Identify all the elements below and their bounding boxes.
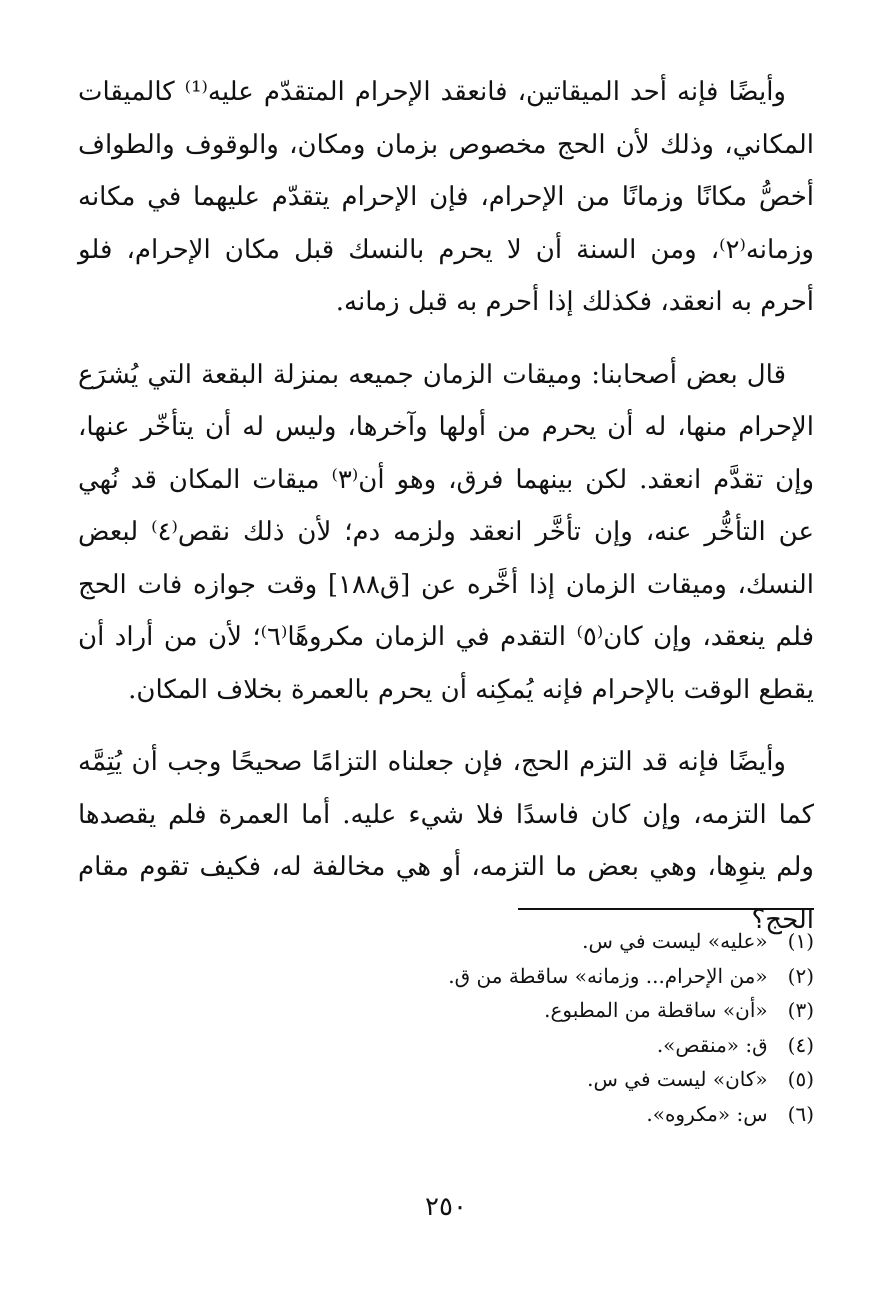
footnote-number: (٢) xyxy=(787,963,814,988)
footnote-text: «عليه» ليست في س. xyxy=(582,929,768,953)
footnote-number: (٥) xyxy=(787,1067,814,1091)
footnote-text: «من الإحرام... وزمانه» ساقطة من ق. xyxy=(448,963,768,988)
paragraph-2: قال بعض أصحابنا: وميقات الزمان جميعه بمنزلة البقعة التي يُشرَع الإحرام منها، له أن يحرم من أولها وآخرها، وليس له أن يتأخّر عنها، وإن تقدَّم انعقد. لكن بينهما فرق، وهو أن⁽٣⁾ ميقات المكان قد نُهي عن التأخُّر عنه، وإن تأخَّر انعقد ولزمه دم؛ لأن ذلك نقص⁽٤⁾ لبعض النسك، وميقات الزمان إذا أخَّره عن [ق١٨٨] وقت جوازه فات الحج فلم ينعقد، وإن كان⁽٥⁾ التقدم في الزمان مكروهًا⁽٦⁾؛ لأن من أراد أن يقطع الوقت بالإحرام فإنه يُمكِنه أن يحرم بالعمرة بخلاف المكان. xyxy=(78,359,815,705)
footnote-4 xyxy=(114,1028,814,1063)
paragraph-1: وأيضًا فإنه أحد الميقاتين، فانعقد الإحرام المتقدّم عليه⁽¹⁾ كالميقات المكاني، وذلك لأن الحج مخصوص بزمان ومكان، والوقوف والطواف أخصُّ مكانًا وزمانًا من الإحرام، فإن الإحرام يتقدّم عليهما في مكانه وزمانه⁽٢⁾، ومن السنة أن لا يحرم بالنسك قبل مكان الإحرام، فلو أحرم به انعقد، فكذلك إذا أحرم به قبل زمانه. xyxy=(78,77,814,317)
footnote-text: س: «مكروه». xyxy=(646,1101,768,1126)
footnote-2 xyxy=(114,959,814,994)
footnote-number: (١) xyxy=(787,929,814,953)
footnote-number: (٤) xyxy=(787,1032,814,1057)
page-number: ٢٥٠ xyxy=(425,1192,467,1222)
footnote-text: «كان» ليست في س. xyxy=(587,1067,768,1091)
footnote-number: (٣) xyxy=(787,998,814,1022)
main-text xyxy=(78,66,814,946)
footnote-1 xyxy=(114,924,814,959)
footnote-text: «أن» ساقطة من المطبوع. xyxy=(544,998,768,1022)
footnote-5 xyxy=(114,1062,814,1097)
paragraph-3: وأيضًا فإنه قد التزم الحج، فإن جعلناه التزامًا صحيحًا وجب أن يُتِمَّه كما التزمه، وإن كان فاسدًا فلا شيء عليه. أما العمرة فلم يقصدها ولم ينوِها، وهي بعض ما التزمه، أو هي مخالفة له، فكيف تقوم مقام الحج؟ xyxy=(78,747,814,935)
footnote-6 xyxy=(114,1097,814,1132)
footnote-text: ق: «منقص». xyxy=(656,1032,768,1057)
footnote-number: (٦) xyxy=(787,1101,814,1126)
footnote-3 xyxy=(114,993,814,1028)
footnotes-list xyxy=(114,924,814,1131)
footnote-divider xyxy=(518,908,814,910)
